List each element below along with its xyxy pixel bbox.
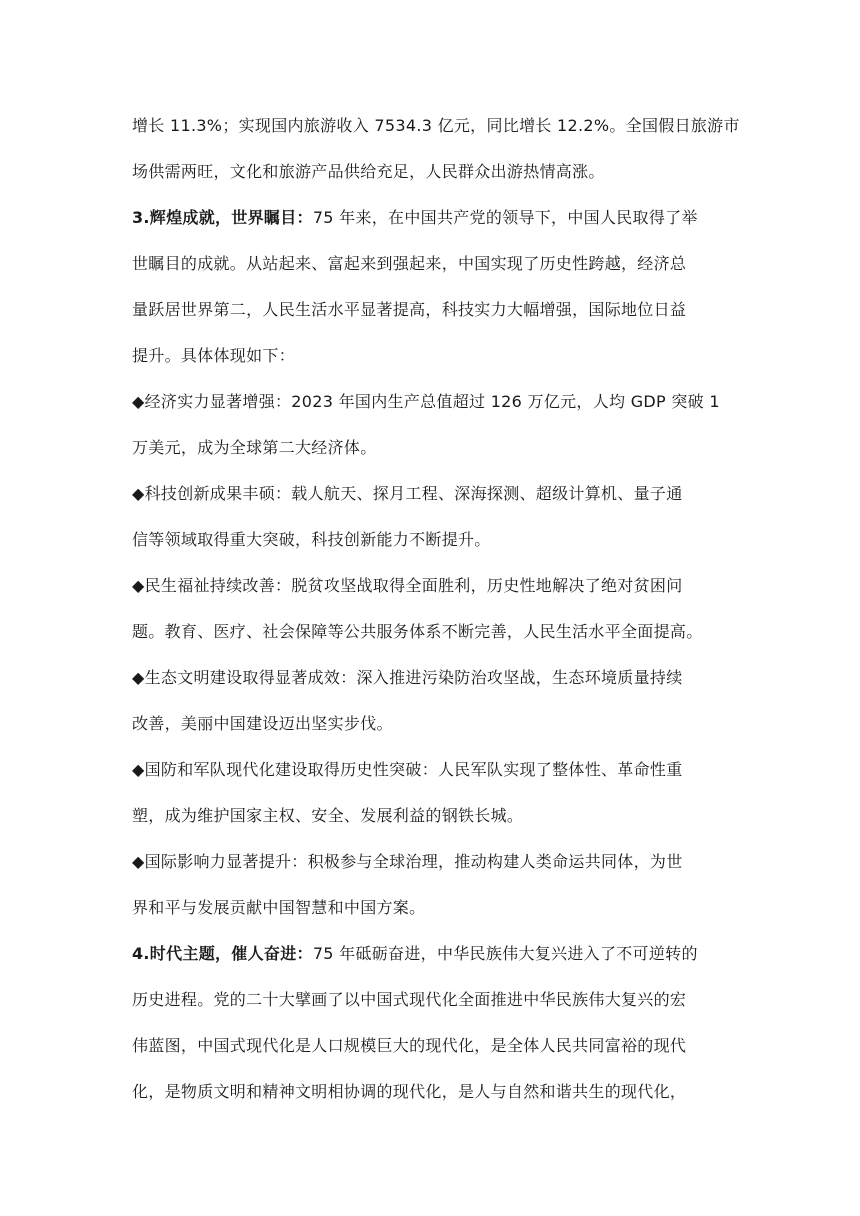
bullet-international [132,839,732,931]
document-body [132,103,740,1115]
text-line: 信等领域取得重大突破，科技创新能力不断提升。 [132,530,491,549]
text-line: 历史进程。党的二十大擘画了以中国式现代化全面推进中华民族伟大复兴的宏 [132,990,687,1009]
section-3-first-line: 75 年来，在中国共产党的领导下，中国人民取得了举 [312,208,698,227]
text-line: 伟蓝图，中国式现代化是人口规模巨大的现代化，是全体人民共同富裕的现代 [132,1036,687,1055]
text-line: 增长 11.3%；实现国内旅游收入 7534.3 亿元，同比增长 12.2%。全国假日旅游市 [132,116,740,135]
bullet-livelihood [132,563,732,655]
section-4-heading: 4.时代主题，催人奋进： [132,944,313,963]
text-line: ◆生态文明建设取得显著成效：深入推进污染防治攻坚战，生态环境质量持续 [132,668,683,687]
text-line: ◆国防和军队现代化建设取得历史性突破：人民军队实现了整体性、革命性重 [132,760,683,779]
text-line [132,195,732,241]
text-line: 题。教育、医疗、社会保障等公共服务体系不断完善，人民生活水平全面提高。 [132,622,703,641]
bullet-economy [132,379,732,471]
paragraph-tourism [132,103,740,195]
section-3 [132,195,732,379]
text-line: 界和平与发展贡献中国智慧和中国方案。 [132,898,426,917]
bullet-ecology [132,655,732,747]
bullet-defense [132,747,732,839]
text-line: 量跃居世界第二，人民生活水平显著提高，科技实力大幅增强，国际地位日益 [132,300,687,319]
text-line [132,931,732,977]
text-line: 万美元，成为全球第二大经济体。 [132,438,377,457]
text-line: ◆经济实力显著增强：2023 年国内生产总值超过 126 万亿元，人均 GDP 突破 1 [132,392,720,411]
section-4-first-line: 75 年砥砺奋进，中华民族伟大复兴进入了不可逆转的 [312,944,698,963]
bullet-technology [132,471,732,563]
text-line: 化，是物质文明和精神文明相协调的现代化，是人与自然和谐共生的现代化， [132,1082,687,1101]
section-4 [132,931,732,1115]
text-line: 改善，美丽中国建设迈出坚实步伐。 [132,714,393,733]
text-line: ◆科技创新成果丰硕：载人航天、探月工程、深海探测、超级计算机、量子通 [132,484,683,503]
section-3-heading: 3.辉煌成就，世界瞩目： [132,208,313,227]
text-line: ◆国际影响力显著提升：积极参与全球治理，推动构建人类命运共同体，为世 [132,852,683,871]
text-line: 场供需两旺，文化和旅游产品供给充足，人民群众出游热情高涨。 [132,162,605,181]
text-line: 提升。具体体现如下： [132,346,296,365]
text-line: ◆民生福祉持续改善：脱贫攻坚战取得全面胜利，历史性地解决了绝对贫困问 [132,576,683,595]
text-line: 塑，成为维护国家主权、安全、发展利益的钢铁长城。 [132,806,524,825]
text-line: 世瞩目的成就。从站起来、富起来到强起来，中国实现了历史性跨越，经济总 [132,254,687,273]
